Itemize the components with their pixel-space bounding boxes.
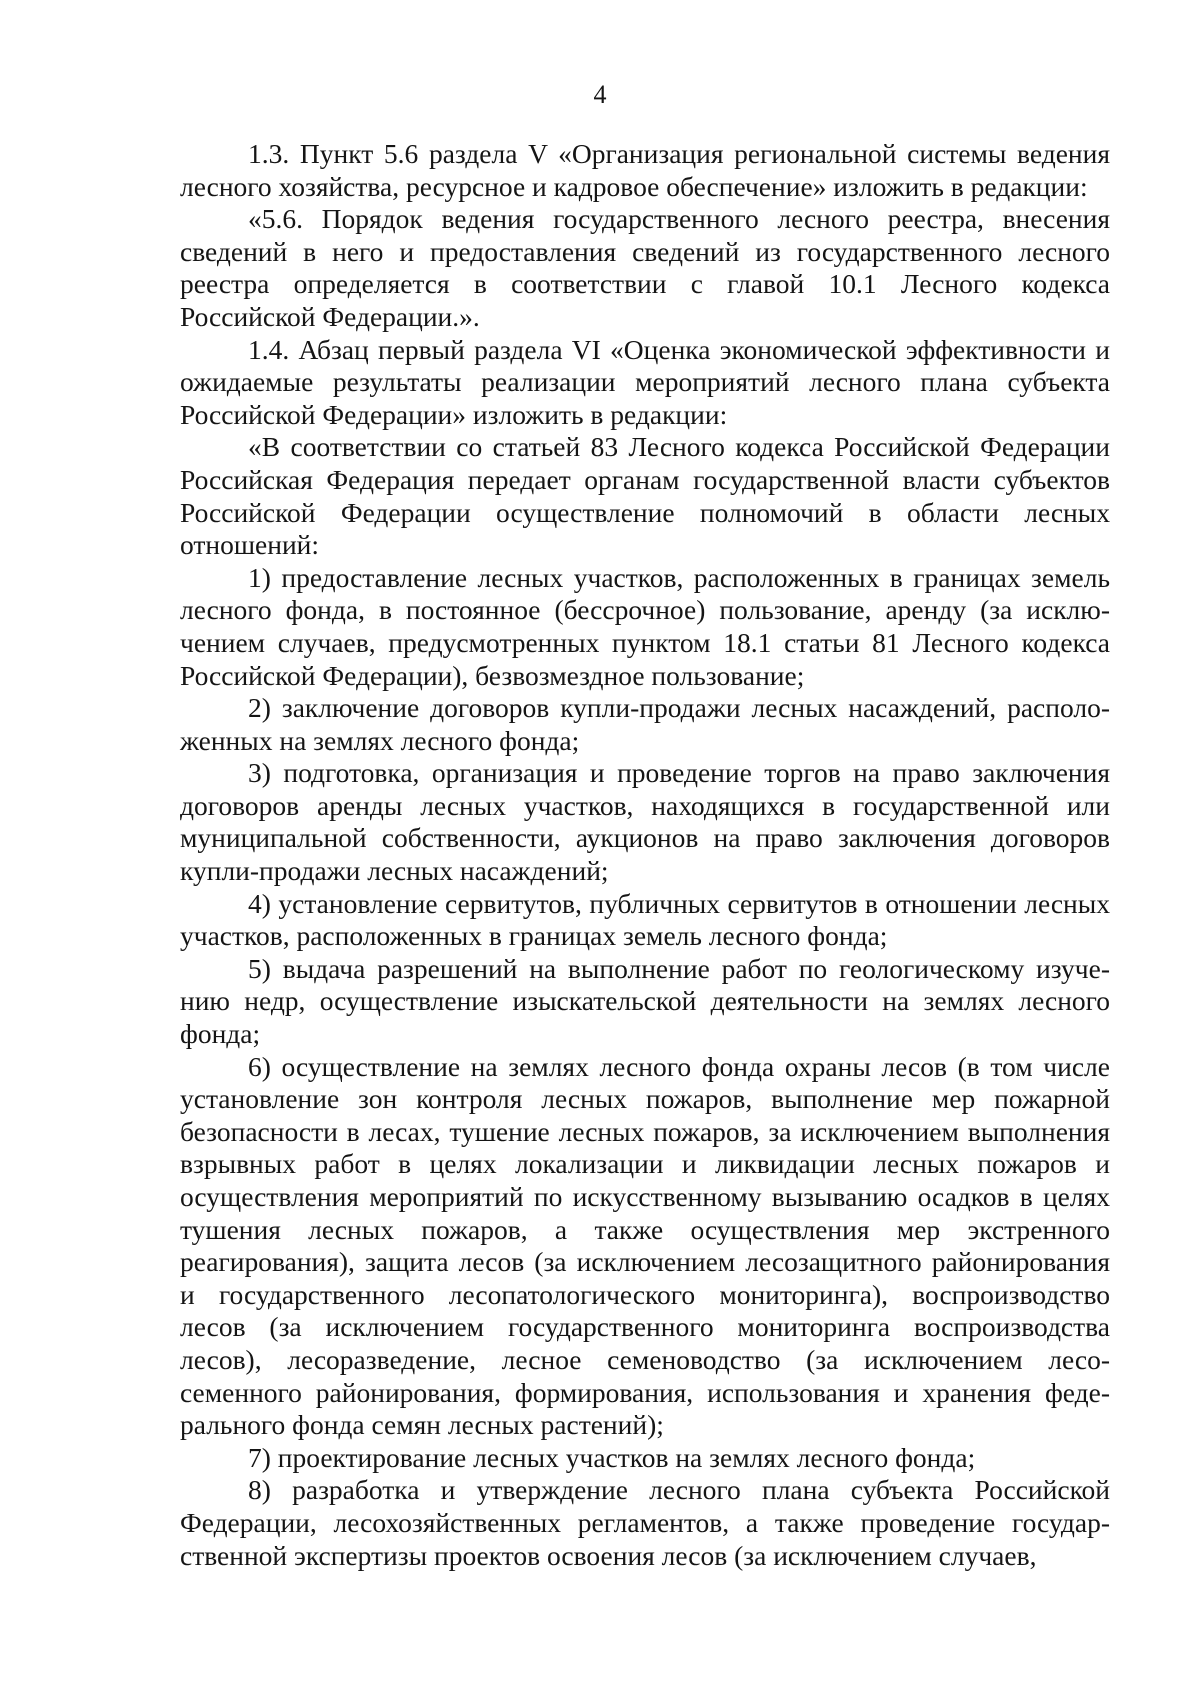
list-item-6: 6) осуществление на землях лесного фонда охраны лесов (в том числе установление зон контроля лесных пожаров, выполнение мер пожарной безопасности в лесах, тушение лесных пожаров, за исключением выполнения взрывных работ в целях локализации и ликвидации лесных пожаров и осуществления мероприятий по искусственному вызыванию осадков в целях тушения лесных пожаров, а также осуществления мер экстренного реагирования), защита лесов (за исключением лесозащитного районирования и государственного лесопатологического мониторинга), воспроизводство лесов (за исключением государственного мониторинга воспроизводства лесов), лесоразведение, лесное семеноводство (за исключением лесосеменного районирования, формирования, использования и хранения федерального фонда семян лесных растений); (180, 1050, 1110, 1441)
list-item-4: 4) установление сервитутов, публичных сервитутов в отношении лесных участков, расположенных в границах земель лесного фонда; (180, 887, 1110, 952)
paragraph-1-3: 1.3. Пункт 5.6 раздела V «Организация региональной системы ведения лесного хозяйства, ресурсное и кадровое обеспечение» изложить в редакции: (180, 138, 1110, 202)
paragraph-1-4: 1.4. Абзац первый раздела VI «Оценка экономической эффективности и ожидаемые результаты реализации мероприятий лесного плана субъекта Российской Федерации» изложить в редакции: (180, 333, 1110, 430)
document-body (180, 138, 1110, 1572)
list-item-2: 2) заключение договоров купли-продажи лесных насаждений, расположенных на землях лесного фонда; (180, 692, 1110, 756)
list-item-3: 3) подготовка, организация и проведение торгов на право заключения договоров аренды лесных участков, находящихся в государственной или муниципальной собственности, аукционов на право заключения договоров купли-продажи лесных насаждений; (180, 757, 1110, 887)
list-item-8: 8) разработка и утверждение лесного плана субъекта Российской Федерации, лесохозяйственных регламентов, а также проведение государственной экспертизы проектов освоения лесов (за исключением случаев, (180, 1474, 1110, 1571)
list-item-5: 5) выдача разрешений на выполнение работ по геологическому изучению недр, осуществление изыскательской деятельности на землях лесного фонда; (180, 952, 1110, 1050)
list-item-1: 1) предоставление лесных участков, расположенных в границах земель лесного фонда, в постоянное (бессрочное) пользование, аренду (за исключением случаев, предусмотренных пунктом 18.1 статьи 81 Лесного кодекса Российской Федерации), безвозмездное пользование; (180, 561, 1110, 691)
list-item-7: 7) проектирование лесных участков на землях лесного фонда; (248, 1441, 976, 1473)
page-number: 4 (593, 80, 607, 109)
paragraph-article-83-quote: «В соответствии со статьей 83 Лесного кодекса Российской Федерации Российская Федерация передает органам государственной власти субъектов Российской Федерации осуществление полномочий в области лесных отношений: (180, 431, 1110, 561)
paragraph-5-6-quote: «5.6. Порядок ведения государственного лесного реестра, внесения сведений в него и предоставления сведений из государственного лесного реестра определяется в соответствии с главой 10.1 Лесного кодекса Российской Федерации.». (180, 203, 1110, 332)
